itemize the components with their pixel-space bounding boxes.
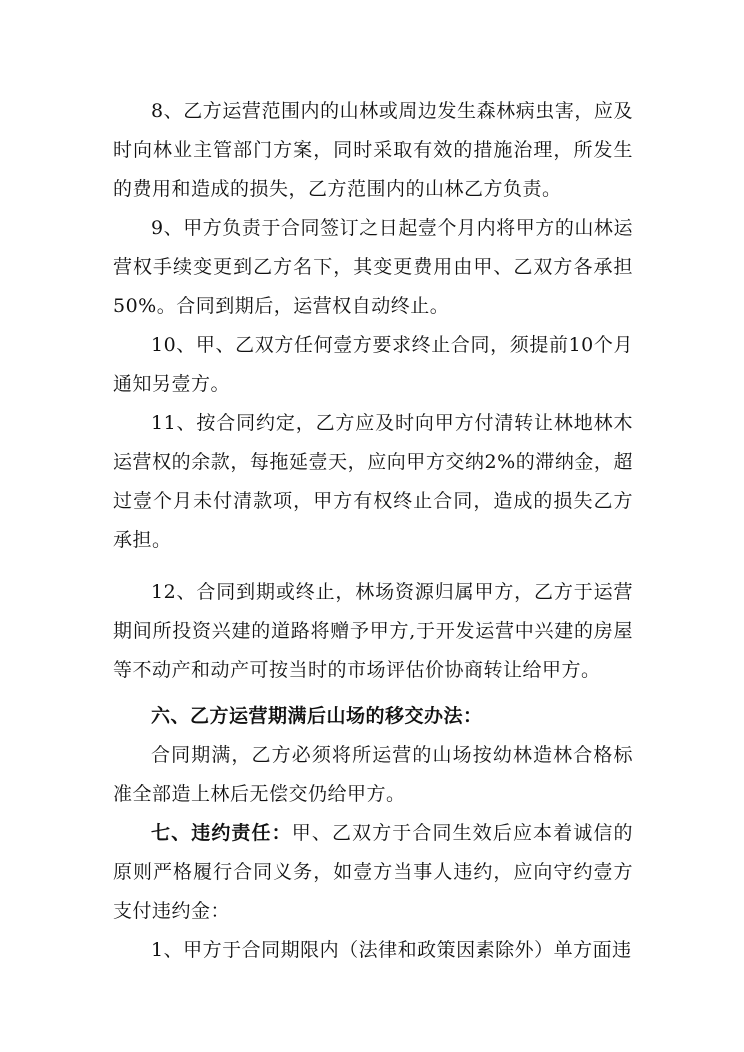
clause-9: 9、甲方负责于合同签订之日起壹个月内将甲方的山林运营权手续变更到乙方名下，其变更费用由甲、乙双方各承担50%。合同到期后，运营权自动终止。 (113, 217, 633, 317)
clause-10: 10、甲、乙双方任何壹方要求终止合同，须提前10个月通知另壹方。 (113, 334, 633, 395)
clause-12: 12、合同到期或终止，林场资源归属甲方，乙方于运营期间所投资兴建的道路将赠予甲方,于开发运营中兴建的房屋等不动产和动产可按当时的市场评估价协商转让给甲方。 (113, 581, 633, 681)
clause-item-1: 1、甲方于合同期限内（法律和政策因素除外）单方面违 (151, 939, 632, 961)
section-7-heading: 七、违约责任： (151, 822, 292, 844)
section-7 (113, 814, 633, 931)
clause-8: 8、乙方运营范围内的山林或周边发生森林病虫害，应及时向林业主管部门方案，同时采取有效的措施治理，所发生的费用和造成的损失，乙方范围内的山林乙方负责。 (113, 100, 633, 200)
clause-11: 11、按合同约定，乙方应及时向甲方付清转让林地林木运营权的余款，每拖延壹天，应向甲方交纳2%的滞纳金，超过壹个月未付清款项，甲方有权终止合同，造成的损失乙方承担。 (113, 412, 633, 551)
section-6-heading: 六、乙方运营期满后山场的移交办法： (151, 705, 483, 727)
section-6-body: 合同期满，乙方必须将所运营的山场按幼林造林合格标准全部造上林后无偿交仍给甲方。 (113, 744, 633, 805)
section-7-body: 甲、乙双方于合同生效后应本着诚信的原则严格履行合同义务，如壹方当事人违约，应向守约壹方支付违约金： (113, 822, 633, 922)
